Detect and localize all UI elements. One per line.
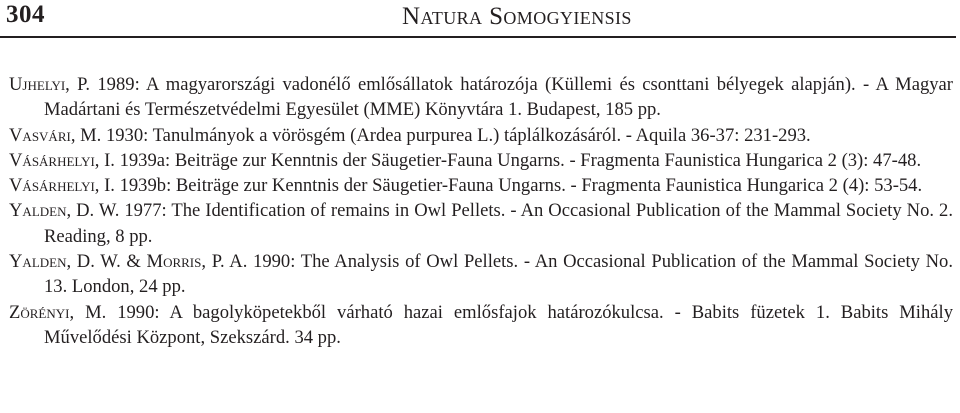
reference-entry — [9, 198, 953, 249]
reference-entry — [9, 173, 953, 198]
reference-text: 1977: The Identification of remains in Owl Pellets. - An Occasional Publication of the Mammal Society No. 2. Reading, 8 pp. — [44, 200, 953, 247]
page-number: 304 — [6, 1, 45, 28]
reference-author: Yalden, D. W. — [9, 200, 120, 222]
reference-author: Vásárhelyi, I. — [9, 149, 115, 171]
reference-entry — [9, 123, 953, 148]
reference-author: Yalden, D. W. — [9, 251, 121, 273]
reference-entry — [9, 300, 953, 351]
reference-entry — [9, 72, 953, 123]
reference-author: Vásárhelyi, I. — [9, 175, 115, 197]
page-header — [0, 0, 960, 40]
reference-text: 1990: A bagolyköpetekből várható hazai emlősfajok határozókulcsa. - Babits füzetek 1. Babits Mihály Művelődési Központ, Szekszárd. 34 pp. — [44, 301, 953, 348]
reference-text: 1930: Tanulmányok a vörösgém (Ardea purpurea L.) táplálkozásáról. - Aquila 36-37: 231-293. — [101, 124, 811, 146]
running-title: Natura Somogyiensis — [402, 3, 632, 30]
reference-author-second: Morris, P. A. — [146, 251, 248, 273]
reference-entry — [9, 148, 953, 173]
reference-author: Zörényi, M. — [9, 301, 107, 323]
reference-connector: & — [120, 251, 147, 273]
reference-author: Ujhelyi, P. — [9, 74, 91, 95]
reference-text: 1939a: Beiträge zur Kenntnis der Säugetier-Fauna Ungarns. - Fragmenta Faunistica Hungarica 2 (3): 47-48. — [114, 149, 922, 171]
reference-list — [9, 72, 953, 350]
reference-author: Vasvári, M. — [9, 124, 102, 146]
reference-text: 1989: A magyarországi vadonélő emlősállatok határozója (Küllemi és csonttani bélyegek alapján). - A Magyar Madártani és Természetvédelmi Egyesület (MME) Könyvtára 1. Budapest, 185 pp. — [44, 74, 953, 121]
header-rule — [0, 36, 956, 38]
reference-text: 1939b: Beiträge zur Kenntnis der Säugetier-Fauna Ungarns. - Fragmenta Faunistica Hungarica 2 (4): 53-54. — [114, 175, 923, 197]
reference-text: 1990: The Analysis of Owl Pellets. - An Occasional Publication of the Mammal Society No. 13. London, 24 pp. — [44, 251, 953, 298]
reference-entry — [9, 249, 953, 300]
